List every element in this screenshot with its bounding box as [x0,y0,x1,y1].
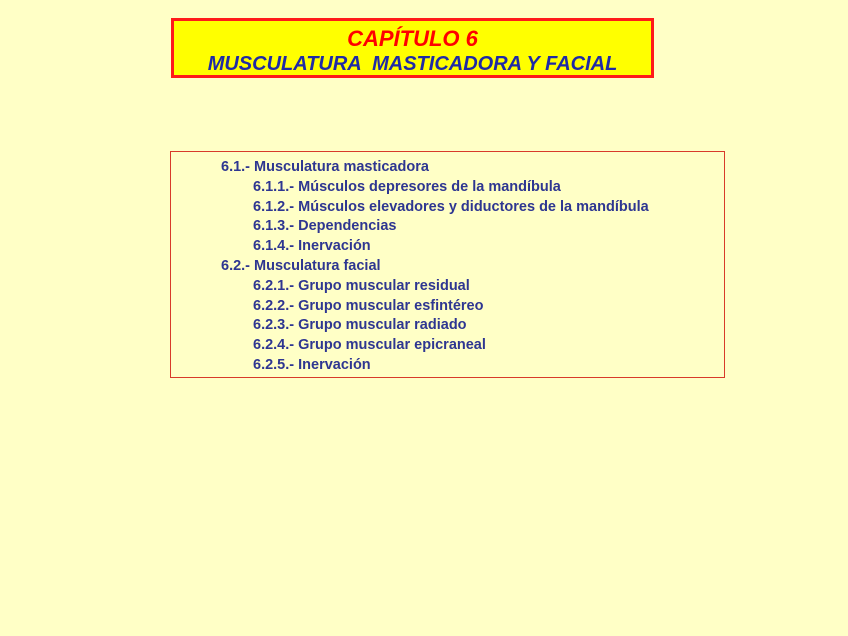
table-of-contents [170,151,725,378]
chapter-number: CAPÍTULO 6 [347,26,478,51]
toc-subsection: 6.2.1.- Grupo muscular residual [253,277,470,294]
toc-subsection: 6.1.3.- Dependencias [253,218,397,235]
toc-section: 6.2.- Musculatura facial [221,257,381,274]
toc-section: 6.1.- Musculatura masticadora [221,159,429,175]
toc-list [221,158,649,376]
toc-subsection: 6.1.2.- Músculos elevadores y diductores de la mandíbula [253,198,649,215]
chapter-title: MUSCULATURA MASTICADORA Y FACIAL [207,53,618,75]
toc-subsection: 6.2.3.- Grupo muscular radiado [253,317,467,334]
toc-subsection: 6.2.2.- Grupo muscular esfintéreo [253,297,484,314]
toc-subsection: 6.2.4.- Grupo muscular epicraneal [253,337,486,354]
toc-subsection: 6.1.1.- Músculos depresores de la mandíbula [253,178,561,195]
toc-subsection: 6.2.5.- Inervación [253,356,371,373]
chapter-title-box [171,18,654,78]
toc-subsection: 6.1.4.- Inervación [253,238,371,255]
